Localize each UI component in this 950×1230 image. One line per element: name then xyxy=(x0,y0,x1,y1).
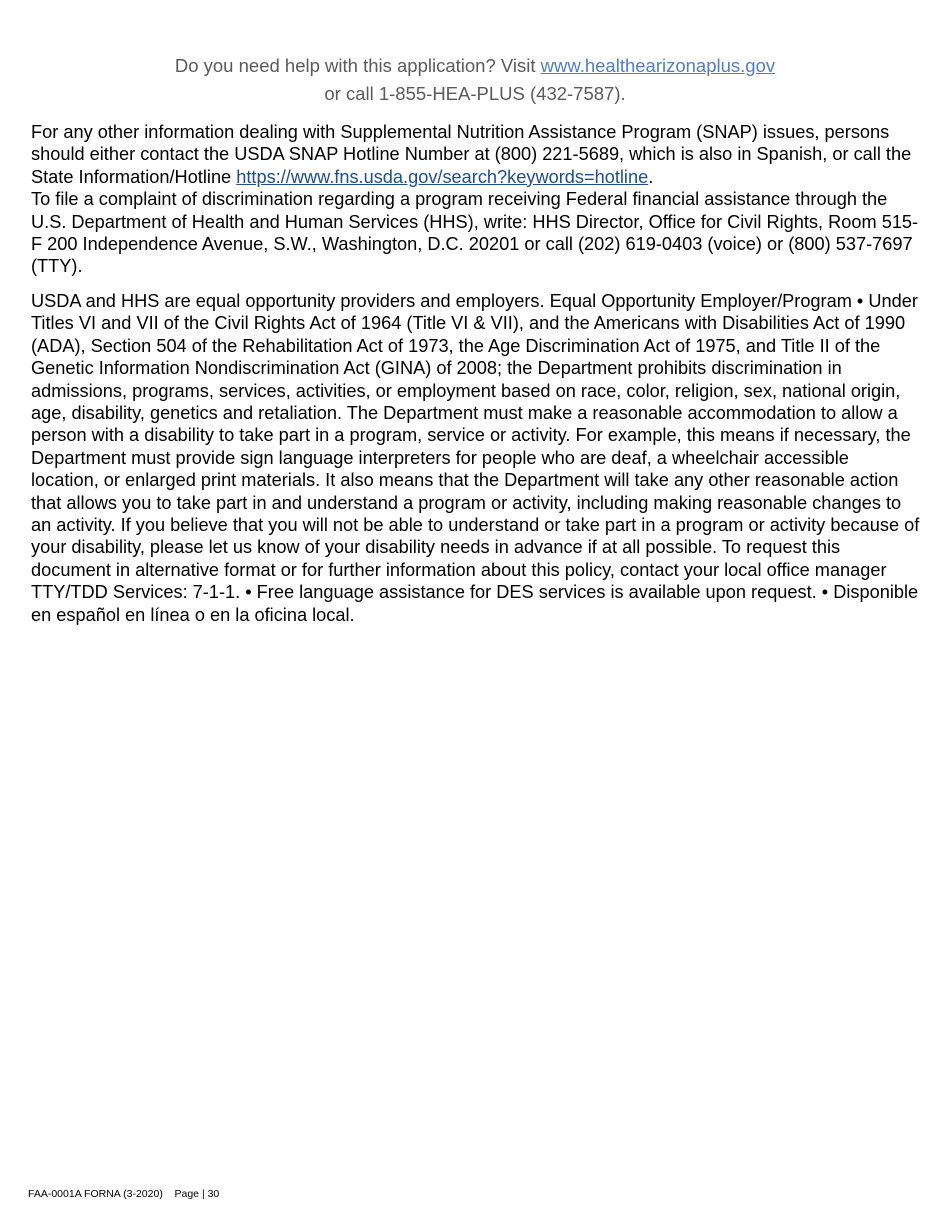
snap-text: For any other information dealing with Supplemental Nutrition Assistance Program (SNAP) issues, persons should either contact the USDA SNAP Hotline Number at (800) 221-5689, which is also in Spanish, or call the State Information/Hotline xyxy=(31,122,912,187)
help-notice xyxy=(0,52,950,108)
help-line-1 xyxy=(0,52,950,80)
healthearizonaplus-link[interactable]: www.healthearizonaplus.gov xyxy=(540,55,776,76)
hhs-complaint-text: To file a complaint of discrimination regarding a program receiving Federal financial assistance through the U.S. Department of Health and Human Services (HHS), write: HHS Director, Office for Civil Rights, Room 515-F 200 Independence Avenue, S.W., Washington, D.C. 20201 or call (202) 619-0403 (voice) or (800) 537-7697 (TTY). xyxy=(31,189,919,277)
snap-info-paragraph xyxy=(31,121,921,278)
snap-period: . xyxy=(648,166,654,187)
equal-opportunity-paragraph: USDA and HHS are equal opportunity providers and employers. Equal Opportunity Employer/Program • Under Titles VI and VII of the Civil Rights Act of 1964 (Title VI & VII), and the Americans with Disabilities Act of 1990 (ADA), Section 504 of the Rehabilitation Act of 1973, the Age Discrimination Act of 1975, and Title II of the Genetic Information Nondiscrimination Act (GINA) of 2008; the Department prohibits discrimination in admissions, programs, services, activities, or employment based on race, color, religion, sex, national origin, age, disability, genetics and retaliation. The Department must make a reasonable accommodation to allow a person with a disability to take part in a program, service or activity. For example, this means if necessary, the Department must provide sign language interpreters for people who are deaf, a wheelchair accessible location, or enlarged print materials. It also means that the Department will take any other reasonable action that allows you to take part in and understand a program or activity, including making reasonable changes to an activity. If you believe that you will not be able to understand or take part in a program or activity because of your disability, please let us know of your disability needs in advance if at all possible. To request this document in alternative format or for further information about this policy, contact your local office manager TTY/TDD Services: 7-1-1. • Free language assistance for DES services is available upon request. • Disponible en español en línea o en la oficina local. xyxy=(31,291,920,625)
form-id: FAA-0001A FORNA (3-2020) xyxy=(28,1188,163,1200)
fns-hotline-link[interactable]: https://www.fns.usda.gov/search?keywords=hotline xyxy=(236,166,649,187)
help-prefix: Do you need help with this application? Visit xyxy=(174,55,541,76)
page-footer xyxy=(28,1188,219,1200)
help-phone: or call 1-855-HEA-PLUS (432-7587). xyxy=(324,83,626,104)
page-number: Page | 30 xyxy=(174,1188,220,1200)
